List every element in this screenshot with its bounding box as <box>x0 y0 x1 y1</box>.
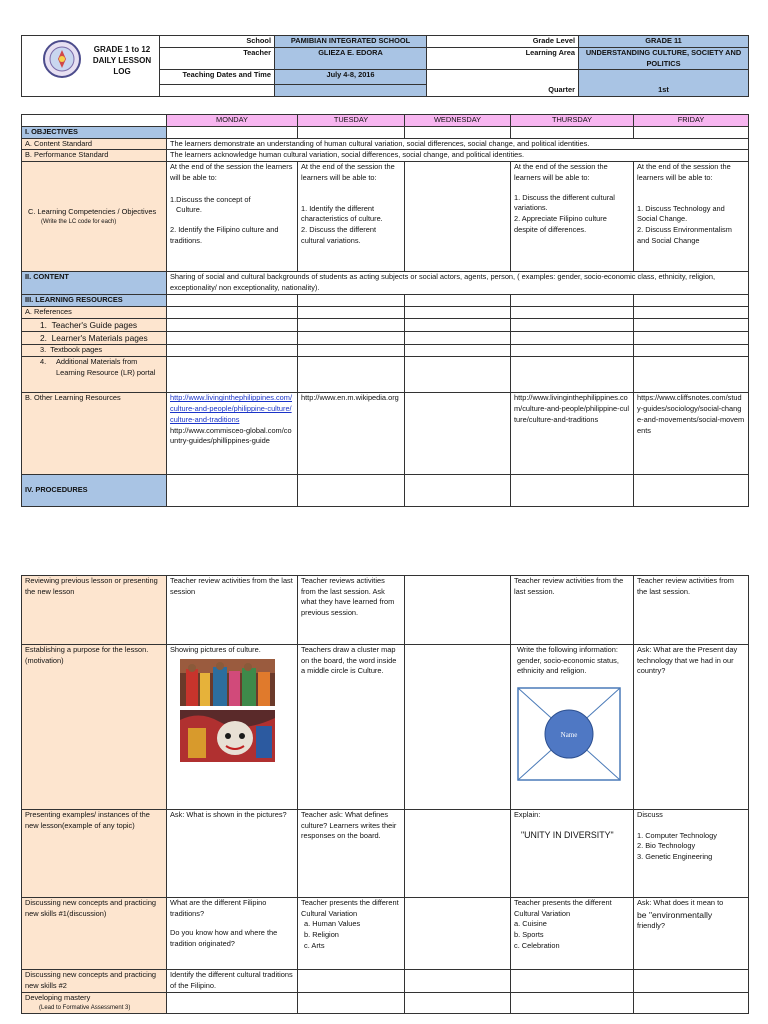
day-monday: MONDAY <box>167 115 298 127</box>
dates-label: Teaching Dates and Time <box>160 70 275 85</box>
day-wednesday: WEDNESDAY <box>405 115 511 127</box>
blank-cell <box>22 115 167 127</box>
teacher-value: GLIEZA E. EDORA <box>275 48 427 70</box>
lesson-log-table <box>21 114 749 507</box>
objectives-wednesday <box>405 162 511 272</box>
procedure-4-thursday: Teacher presents the different Cultural Variation a. Cuisine b. Sports c. Celebration <box>511 898 634 970</box>
performance-standard-text: The learners acknowledge human cultural variation, social differences, social change, and political identities. <box>167 150 749 162</box>
cluster-map-diagram <box>517 687 621 781</box>
blank-cell <box>275 85 427 97</box>
unity-quote: "UNITY IN DIVERSITY" <box>521 829 614 840</box>
procedure-2-monday: Showing pictures of culture. <box>167 645 298 810</box>
procedure-label-6: Developing mastery (Lead to Formative Assessment 3) <box>22 993 167 1014</box>
content-text: Sharing of social and cultural backgrounds of students as acting subjects or social actors, agents, person, ( examples: gender, socio-economic class, ethnicity, religion, exceptionality/ non exceptionality, nationality). <box>167 272 749 295</box>
quarter-value: 1st <box>579 70 749 97</box>
area-value: UNDERSTANDING CULTURE, SOCIETY AND POLITICS <box>579 48 749 70</box>
procedure-label-3: Presenting examples/ instances of the new lesson(example of any topic) <box>22 810 167 898</box>
procedure-5-monday: Identify the different cultural traditions of the Filipino. <box>167 970 298 993</box>
competency-label-cell <box>22 162 167 272</box>
grade-value: GRADE 11 <box>579 36 749 48</box>
day-friday: FRIDAY <box>634 115 749 127</box>
procedure-1-thursday: Teacher review activities from the last session. <box>511 576 634 645</box>
procedure-1-monday: Teacher review activities from the last session <box>167 576 298 645</box>
teacher-label: Teacher <box>160 48 275 70</box>
procedure-1-friday: Teacher review activities from the last session. <box>634 576 749 645</box>
blank-cell <box>160 85 275 97</box>
other-resources-thursday: http://www.livinginthephilippines.com/culture-and-people/philippine-culture/culture-and-traditions <box>511 393 634 475</box>
objectives-friday: At the end of the session the learners will be able to: 1. Discuss Technology and Social Change. 2. Discuss Environmentalism and Social Change <box>634 162 749 272</box>
other-resources-friday: https://www.cliffsnotes.com/study-guides/sociology/social-change-and-movements/social-movements <box>634 393 749 475</box>
competency-note: (Write the LC code for each) <box>41 218 117 225</box>
references-label: A. References <box>22 307 167 319</box>
procedure-label-1: Reviewing previous lesson or presenting the new lesson <box>22 576 167 645</box>
header-table <box>21 35 749 97</box>
content-heading: II. CONTENT <box>22 272 167 295</box>
area-label: Learning Area <box>427 48 579 70</box>
other-resources-tuesday: http://www.en.m.wikipedia.org <box>298 393 405 475</box>
procedure-2-thursday: Write the following information: gender, socio-economic status, ethnicity and religion. Name <box>511 645 634 810</box>
culture-photo-2 <box>180 710 275 762</box>
content-standard-label: A. Content Standard <box>22 138 167 150</box>
procedure-label-4: Discussing new concepts and practicing new skills #1(discussion) <box>22 898 167 970</box>
objectives-tuesday: At the end of the session the learners will be able to: 1. Identify the different characteristics of culture. 2. Discuss the different cultural variations. <box>298 162 405 272</box>
deped-seal-icon <box>42 39 82 79</box>
school-label: School <box>160 36 275 48</box>
competency-label: C. Learning Competencies / Objectives <box>28 206 157 216</box>
performance-standard-label: B. Performance Standard <box>22 150 167 162</box>
procedure-label-5: Discussing new concepts and practicing new skills #2 <box>22 970 167 993</box>
school-value: PAMIBIAN INTEGRATED SCHOOL <box>275 36 427 48</box>
resource-item-4: 4. Additional Materials from Learning Resource (LR) portal <box>22 357 167 393</box>
procedures-table <box>21 575 749 1014</box>
quarter-label: Quarter <box>427 70 579 97</box>
procedure-1-tuesday: Teacher reviews activities from the last session. Ask what they have learned from previous session. <box>298 576 405 645</box>
resource-item-1: 1. Teacher's Guide pages <box>22 318 167 331</box>
dates-value: July 4-8, 2016 <box>275 70 427 85</box>
procedure-2-friday: Ask: What are the Present day technology that we had in our country? <box>634 645 749 810</box>
procedure-3-thursday: Explain: "UNITY IN DIVERSITY" <box>511 810 634 898</box>
procedure-2-tuesday: Teachers draw a cluster map on the board, the word inside a middle circle is Culture. <box>298 645 405 810</box>
culture-photo-1 <box>180 659 275 706</box>
grade-label: Grade Level <box>427 36 579 48</box>
procedure-4-friday: Ask: What does it mean to be "environmentally friendly? <box>634 898 749 970</box>
procedures-heading: IV. PROCEDURES <box>22 475 167 507</box>
procedure-3-tuesday: Teacher ask: What defines culture? Learners writes their responses on the board. <box>298 810 405 898</box>
cluster-map-center-label: Name <box>560 731 578 740</box>
resource-item-3: 3. Textbook pages <box>22 345 167 357</box>
objectives-thursday: At the end of the session the learners will be able to: 1. Discuss the different cultural variations. 2. Appreciate Filipino culture despite of differences. <box>511 162 634 272</box>
school-logo-cell <box>22 36 160 97</box>
procedure-4-tuesday: Teacher presents the different Cultural Variation a. Human Values b. Religion c. Arts <box>298 898 405 970</box>
content-standard-text: The learners demonstrate an understanding of human cultural variation, social differences, social change, and political identities. <box>167 138 749 150</box>
resource-item-2: 2. Learner's Materials pages <box>22 332 167 345</box>
day-tuesday: TUESDAY <box>298 115 405 127</box>
procedure-3-monday: Ask: What is shown in the pictures? <box>167 810 298 898</box>
procedure-label-2: Establishing a purpose for the lesson.(motivation) <box>22 645 167 810</box>
objectives-monday: At the end of the session the learners will be able to: 1.Discuss the concept of Culture. 2. Identify the Filipino culture and traditions. <box>167 162 298 272</box>
procedure-4-monday: What are the different Filipino traditions? Do you know how and where the tradition originated? <box>167 898 298 970</box>
resources-heading: III. LEARNING RESOURCES <box>22 295 167 307</box>
log-title: GRADE 1 to 12 DAILY LESSON LOG <box>92 45 152 76</box>
other-resources-monday: http://www.livinginthephilippines.com/culture-and-people/philippine-culture/culture-and-traditions http://www.commisceo-global.com/country-guides/phillippines-guide <box>167 393 298 475</box>
day-thursday: THURSDAY <box>511 115 634 127</box>
objectives-heading: I. OBJECTIVES <box>22 127 167 139</box>
monday-resource-link[interactable]: http://www.livinginthephilippines.com/culture-and-people/philippine-culture/culture-and-traditions <box>170 393 293 424</box>
other-resources-label: B. Other Learning Resources <box>22 393 167 475</box>
procedure-3-friday: Discuss 1. Computer Technology 2. Bio Technology 3. Genetic Engineering <box>634 810 749 898</box>
